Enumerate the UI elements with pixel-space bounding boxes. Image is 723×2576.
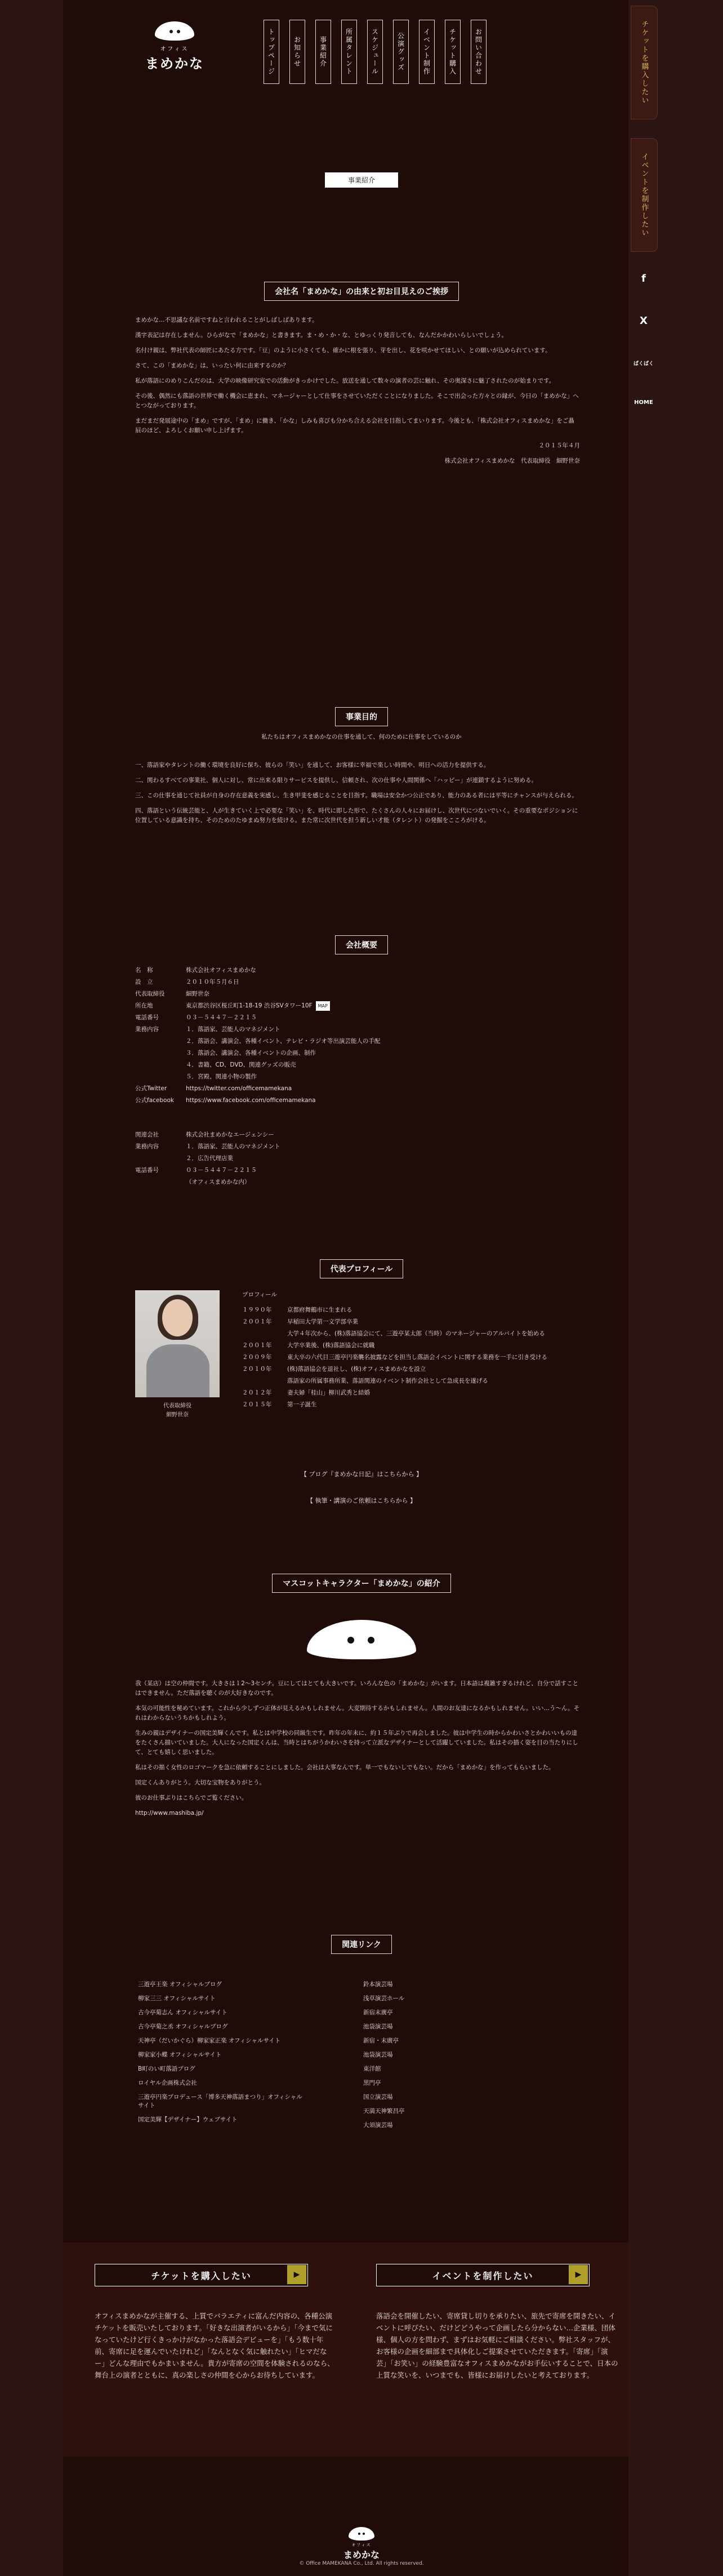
ceo-caption	[135, 1402, 220, 1420]
related-value: 株式会社まめかなエージェンシー	[186, 1131, 274, 1138]
company-key: 設 立	[135, 979, 153, 985]
tickets-description: オフィスまめかなが主催する、上質でバラエティに富んだ内容の、各種公演チケットを販売いたしております。「好きな出演者がいるから」「今まで気になっていたけど行くきっかけがなかった落語会デビューを」「もう数十年前、寄席に足を運んでいたけれど」「なんとなく気に触れたい」「ヒマだなー」どんな理由でもかまいません。貴方が寄席の空間を体験されるのなら、舞台上の演者とともに、真の楽しさの仲間を心からお待ちしています。	[95, 2312, 334, 2379]
purpose-item: 二、関わるすべての事業社、個人に対し、常に出来る限りサービスを提供し、信頼され、次の仕事や人間関係へ「ハッピー」が連鎖するように努める。	[135, 777, 537, 784]
section-label-wrap	[0, 172, 723, 188]
company-value: １．落語家、芸能人のマネジメント	[186, 1026, 280, 1033]
company-title: 会社概要	[335, 935, 388, 954]
history-year: ２０１２年	[242, 1389, 272, 1396]
company-value: ５．宮殿、関連小物の製作	[186, 1073, 257, 1080]
history-year: ２００１年	[242, 1342, 272, 1349]
side-tab-events[interactable]: イベントを制作したい	[631, 138, 658, 252]
company-heading-wrap	[0, 935, 723, 954]
mascot-p: 本気の可能性を秘めています。これから少しずつ正体が見えるかもしれません。大変期待するかもしれません。人間のお友達になるかもしれません。いい…う～ん。それはわからないうちかもしれよう。	[135, 1705, 580, 1721]
mascot-p: 生みの親はデザイナーの国定美輝くんです。私とは中学校の同級生です。昨年の年末に、約１５年ぶりで再会しました。彼は中学生の時からかわいさとかわいいもの達をたくさん描いていました。大人になった国定くんは、当時とはちがうかわいさを持って立派なデザイナーとして活躍していました。私はその描く姿を目の当たりにして、とても嬉しく思いました。	[135, 1730, 578, 1756]
footer-mascot-icon	[349, 2527, 374, 2541]
purpose-heading-wrap	[0, 707, 723, 726]
facebook-icon[interactable]: f	[641, 272, 646, 285]
history-text: (株)落語協会を退社し、(株)オフィスまめかなを設立	[287, 1366, 426, 1373]
nav-item-8[interactable]: お問い合わせ	[471, 20, 487, 84]
left-margin	[0, 0, 63, 2576]
history-year: ２０１０年	[242, 1366, 272, 1373]
purpose-list	[135, 761, 580, 831]
facebook-link[interactable]: https://www.facebook.com/officemamekana	[186, 1097, 316, 1104]
history-text: 妻夫婦「桂山」柳川武秀と結婚	[287, 1389, 370, 1396]
company-value: ３．落語会、講演会、各種イベントの企画、制作	[186, 1050, 316, 1056]
right-margin	[628, 0, 723, 2576]
profile-label: プロフィール	[242, 1291, 277, 1298]
company-value: 細野世奈	[186, 991, 209, 997]
mascot-logo-icon	[155, 21, 194, 41]
purpose-subtitle: 私たちはオフィスまめかなの仕事を通して、何のために仕事をしているのか	[261, 734, 462, 740]
footer-logo-sub: オフィス	[351, 2543, 372, 2547]
related-value: ２．広告代理店業	[186, 1155, 233, 1162]
links-right-column	[363, 1978, 405, 2133]
company-value: ２０１０年５月６日	[186, 979, 239, 985]
site-logo[interactable]	[138, 21, 211, 78]
history-year: ２００９年	[242, 1354, 272, 1361]
events-description: 落語会を開催したい、寄席貸し切りを承りたい、旅先で寄席を開きたい、イベントに呼びたい、だけどどうやって企画したら分からない…企業様、団体様、個人の方を問わず、まずはお気軽にご相談ください。弊社スタッフが、お客様の企画を細部まで具体化しご提案させていただきます。「寄席」「演芸」「お笑い」の経験豊富なオフィスまめかながお手伝いすることで、日本の上質な笑いを、いつまでも、皆様にお届けしたいと考えております。	[376, 2312, 618, 2379]
link-item[interactable]: 大須演芸場	[363, 2122, 393, 2129]
purpose-item: 三、この仕事を通じて社員が自身の存在意義を実感し、生き甲斐を感じることを目指す。職場は安全かつ公正であり、能力のある者には平等にチャンスが与えられる。	[135, 792, 578, 799]
company-value: ４．書籍、CD、DVD、関連グッズの販売	[186, 1062, 296, 1068]
greeting-p: その後、偶然にも落語の世界で働く機会に恵まれ、マネージャーとして仕事をさせていただくことになりました。そこで出会った方々との縁が、今日の「まめかな」へとつながっております。	[135, 393, 579, 409]
logo-name: まめかな	[145, 55, 204, 72]
logo-sub: オフィス	[160, 46, 189, 52]
company-key	[135, 1071, 186, 1083]
twitter-link[interactable]: https://twitter.com/officemamekana	[186, 1085, 292, 1092]
company-key: 業務内容	[135, 1026, 159, 1033]
company-key	[135, 1059, 186, 1071]
blog-link[interactable]: 【 ブログ『まめかな日記』はこちらから 】	[301, 1471, 422, 1478]
greeting-p: さて、この「まめかな」は、いったい何に由来するのか？	[135, 362, 289, 369]
lecture-link[interactable]: 【 執筆・講演のご依頼はこちらから 】	[307, 1497, 416, 1504]
history-text: 東大卒の六代目三遊亭円楽襲名披露などを担当し落語会イベントに関する業務を一手に引き受ける	[287, 1354, 547, 1361]
link-item[interactable]: 鈴本演芸場	[363, 1981, 393, 1988]
history-text: 大学４年次から、(株)落語協会にて、三遊亭某太郎（当時）のマネージャーのアルバイトを始める	[287, 1330, 545, 1337]
greeting-heading-wrap	[0, 282, 723, 301]
mascot-p: 彼のお仕事ぶりはこちらでご覧ください。	[135, 1795, 248, 1801]
related-key: 電話番号	[135, 1167, 159, 1174]
link-item[interactable]: 柳家家小蝶 オフィシャルサイト	[138, 2051, 222, 2058]
home-icon[interactable]: HOME	[634, 399, 653, 406]
links-heading-wrap	[0, 1935, 723, 1954]
company-value: ２．落語会、講演会、各種イベント、テレビ・ラジオ等出演芸能人の手配	[186, 1038, 381, 1045]
designer-url[interactable]: http://www.mashiba.jp/	[135, 1810, 204, 1816]
company-value: 株式会社オフィスまめかな	[186, 967, 256, 974]
history-year: ２００１年	[242, 1318, 272, 1325]
create-event-button[interactable]: イベントを制作したい	[376, 2264, 590, 2286]
greeting-p: 私が落語にのめりこんだのは、大学の映像研究室での活動がきっかけでした。放送を通して数々の演者の芸に触れ、その奥深さに魅了されたのが始まりです。	[135, 377, 555, 384]
ceo-role: 代表取締役	[163, 1403, 191, 1409]
mascot-title: マスコットキャラクター「まめかな」の紹介	[272, 1574, 450, 1593]
links-left-column	[138, 1978, 307, 2127]
company-key	[135, 1047, 186, 1059]
related-key: 関連会社	[135, 1131, 159, 1138]
link-item[interactable]: 池袋演芸場	[363, 2051, 393, 2058]
profile-heading-wrap	[0, 1259, 723, 1278]
greeting-p: 漢字表記は存在しません。ひらがなで「まめかな」と書きます。ま・め・か・な、とゆっくり発音しても、なんだかかわいらしいでしょう。	[135, 332, 508, 339]
link-item[interactable]: 柳家三三 オフィシャルサイト	[138, 1995, 216, 2002]
link-item[interactable]: 三遊亭王楽 オフィシャルブログ	[138, 1981, 222, 1988]
related-key	[135, 1153, 186, 1165]
history-year	[242, 1375, 287, 1387]
link-item[interactable]: B町のい町落語ブログ	[138, 2066, 195, 2072]
tickets-arrow-icon[interactable]: ▶	[287, 2265, 306, 2284]
links-title: 関連リンク	[331, 1935, 392, 1954]
related-value: １．落語家、芸能人のマネジメント	[186, 1143, 280, 1150]
link-item[interactable]: 新宿末廣亭	[363, 2009, 393, 2016]
link-item[interactable]: 天満天神繁昌亭	[363, 2108, 405, 2115]
purpose-title: 事業目的	[335, 707, 388, 726]
footer-logo-name: まめかな	[343, 2550, 380, 2560]
related-key	[135, 1176, 186, 1188]
pakupaku-icon[interactable]: ぱくぱく	[633, 361, 654, 367]
greeting-title: 会社名「まめかな」の由来と初お目見えのご挨拶	[264, 282, 459, 301]
link-item[interactable]: ロイヤル企画株式会社	[138, 2080, 197, 2086]
purpose-item: 四、落語という伝統芸能と、人が生きていく上で必要な「笑い」を、時代に即した形で、たくさんの人々にお届けし、次世代につないでいく。その重要なポジションに位置している意識を持ち、そのためのたゆまぬ努力を続ける。また常に次世代を担う新しい才能（タレント）の発掘をこころがける。	[135, 807, 578, 824]
link-item[interactable]: 国定美輝【デザイナー】ウェブサイト	[138, 2116, 238, 2123]
ceo-photo	[135, 1290, 220, 1397]
mascot-p: 国定くんありがとう。大切な宝物をありがとう。	[135, 1779, 265, 1786]
history-year	[242, 1328, 287, 1340]
history-text: 京都府舞鶴市に生まれる	[287, 1307, 352, 1313]
link-item[interactable]: 天神亭（だいかぐら）柳家家正楽 オフィシャルサイト	[138, 2037, 281, 2044]
events-arrow-icon[interactable]: ▶	[569, 2265, 588, 2284]
related-key: 業務内容	[135, 1143, 159, 1150]
side-tab-tickets[interactable]: チケットを購入したい	[631, 6, 658, 119]
history-table	[242, 1304, 547, 1411]
company-key: 代表取締役	[135, 991, 165, 997]
company-key: 公式Twitter	[135, 1085, 167, 1092]
ceo-name: 細野世奈	[166, 1412, 189, 1418]
main-nav	[264, 20, 487, 87]
company-key	[135, 1036, 186, 1047]
x-twitter-icon[interactable]: X	[640, 314, 648, 327]
nav-item-1[interactable]: お知らせ	[289, 20, 305, 84]
related-value: （オフィスまめかな内）	[186, 1179, 251, 1185]
history-year: ２０１５年	[242, 1401, 272, 1408]
history-text: 大学卒業後、(株)落語協会に就職	[287, 1342, 375, 1349]
link-item[interactable]: 池袋演芸場	[363, 2023, 393, 2030]
purpose-item: 一、落語家やタレントの働く環境を良好に保ち、彼らの「笑い」を通して、お客様に幸福で楽しい時間や、明日への活力を提供する。	[135, 762, 490, 769]
greeting-date: ２０１５年４月	[538, 442, 580, 449]
link-item[interactable]: 新宿・末廣亭	[363, 2037, 399, 2044]
mascot-p: 我（某店）は空の仲間です。大きさは１2～3センチ。豆にしてはとても大きいです。いろんな色の「まめかな」がいます。日本語は複雑すぎるけれど、自分で話すことはできません。ただ落語を聴くのが大好きなのです。	[135, 1680, 579, 1696]
nav-item-0[interactable]: トップページ	[264, 20, 279, 84]
related-value: ０３－５４４７－２２１５	[186, 1167, 257, 1174]
nav-item-7[interactable]: チケット購入	[445, 20, 461, 84]
buy-tickets-button[interactable]: チケットを購入したい	[95, 2264, 308, 2286]
nav-item-5[interactable]: 公演グッズ	[393, 20, 409, 84]
nav-item-4[interactable]: スケジュール	[367, 20, 383, 84]
greeting-p: まだまだ発展途中の「まめ」ですが、「まめ」に働き、「かな」しみも喜びも分かち合える会社を目指してまいります。今後とも、「株式会社オフィスまめかな」をご贔屓のほど、よろしくお願い申し上げます。	[135, 418, 574, 434]
company-key: 公式facebook	[135, 1097, 174, 1104]
greeting-body	[135, 316, 580, 472]
map-badge[interactable]: MAP	[316, 1001, 330, 1011]
history-text: 早稲田大学第一文学部卒業	[287, 1318, 358, 1325]
company-key: 名 称	[135, 967, 153, 974]
link-item[interactable]: 黒門亭	[363, 2080, 381, 2086]
link-item[interactable]: 東洋館	[363, 2066, 381, 2072]
nav-item-2[interactable]: 事業紹介	[315, 20, 331, 84]
copyright: © Office MAMEKANA Co., Ltd. All rights reserved.	[299, 2561, 424, 2566]
related-company-table	[135, 1129, 280, 1188]
greeting-p: 名付け親は、弊社代表の師匠にあたる方です。「豆」のように小さくても、確かに根を張り、芽を出し、花を咲かせてほしい、との願いが込められています。	[135, 347, 551, 354]
link-item[interactable]: 三遊亭円楽プロデュース「博多天神落語まつり」オフィシャルサイト	[138, 2094, 302, 2109]
greeting-p: まめかな…不思議な名前ですねと言われることがしばしばあります。	[135, 317, 318, 323]
section-label: 事業紹介	[325, 172, 398, 188]
history-year: １９９０年	[242, 1307, 272, 1313]
company-key: 所在地	[135, 1002, 153, 1009]
mascot-heading-wrap	[0, 1574, 723, 1593]
footer-logo[interactable]	[331, 2527, 392, 2561]
company-key: 電話番号	[135, 1014, 159, 1021]
company-table	[135, 965, 380, 1107]
nav-item-3[interactable]: 所属タレント	[341, 20, 357, 84]
profile-history	[242, 1290, 580, 1411]
link-item[interactable]: 古今亭菊志ん オフィシャルサイト	[138, 2009, 227, 2016]
link-item[interactable]: 浅草演芸ホール	[363, 1995, 405, 2002]
company-value	[186, 1000, 380, 1012]
company-value: ０３－５４４７－２２１５	[186, 1014, 257, 1021]
mascot-p: 私はその描く女性のロゴマークを急に依頼することにしました。会社は大事なんです。単一でもないしでもない。だから「まめかな」を作ってもらいました。	[135, 1764, 555, 1771]
company-table-wrap	[135, 965, 580, 1188]
link-item[interactable]: 古今亭菊之丞 オフィシャルブログ	[138, 2023, 228, 2030]
history-text: 第一子誕生	[287, 1401, 317, 1408]
address-text: 東京都渋谷区桜丘町1-18-19 渋谷SVタワー10F	[186, 1002, 313, 1009]
profile-title: 代表プロフィール	[320, 1259, 404, 1278]
mascot-body	[135, 1679, 580, 1824]
greeting-signature: 株式会社オフィスまめかな 代表取締役 細野世奈	[444, 458, 580, 464]
history-text: 落語家の所属事務所業、落語関連のイベント制作会社として急成長を遂げる	[287, 1378, 488, 1384]
link-item[interactable]: 国立演芸場	[363, 2094, 393, 2100]
nav-item-6[interactable]: イベント制作	[419, 20, 435, 84]
